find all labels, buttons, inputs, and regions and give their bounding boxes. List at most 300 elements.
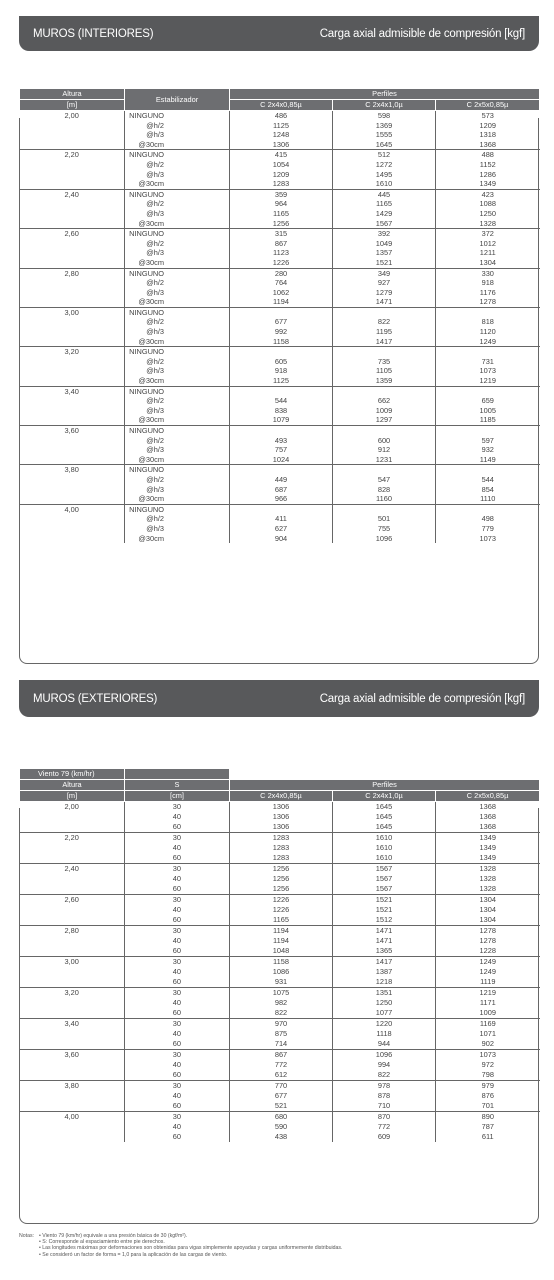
table-cell xyxy=(20,179,125,189)
table-cell: 521 xyxy=(230,1101,333,1112)
table-cell: 2,00 xyxy=(20,111,125,121)
table-cell: 1249 xyxy=(479,967,496,976)
table-row xyxy=(20,475,540,485)
table-cell: 912 xyxy=(333,445,436,455)
table-cell: 714 xyxy=(230,1039,333,1050)
table-cell: @h/3 xyxy=(125,248,230,258)
table-cell: @h/3 xyxy=(125,406,230,416)
table-cell: 3,60 xyxy=(20,426,125,436)
table-cell: 1256 xyxy=(230,874,333,884)
table-cell: 40 xyxy=(125,843,230,853)
table-row xyxy=(20,1101,540,1112)
table-cell: 838 xyxy=(230,406,333,416)
table-cell: @h/2 xyxy=(125,239,230,249)
table-row xyxy=(20,121,540,131)
table-row xyxy=(20,445,540,455)
table-cell: 1226 xyxy=(230,895,333,906)
table-row xyxy=(20,1091,540,1101)
table-cell: 359 xyxy=(230,189,333,199)
table-cell: 1283 xyxy=(230,843,333,853)
table-cell: 1062 xyxy=(230,288,333,298)
table-cell: 411 xyxy=(230,514,333,524)
table-cell: @h/2 xyxy=(125,357,230,367)
table-row xyxy=(20,1132,540,1142)
table-cell: 600 xyxy=(333,436,436,446)
table-row xyxy=(20,967,540,977)
header-altura: Altura xyxy=(20,89,125,100)
table-cell: NINGUNO xyxy=(125,347,230,357)
table-cell xyxy=(20,327,125,337)
header-perfil-2: C 2x4x1,0µ xyxy=(333,791,436,802)
table-cell: 40 xyxy=(125,1091,230,1101)
table-cell: 609 xyxy=(333,1132,436,1142)
table-row xyxy=(20,278,540,288)
section-banner-interiores xyxy=(19,16,539,51)
table-cell xyxy=(20,843,125,853)
table-cell: 3,00 xyxy=(20,957,125,968)
table-cell: 60 xyxy=(125,822,230,833)
table-row xyxy=(20,833,540,844)
table-row xyxy=(20,229,540,239)
table-cell xyxy=(20,1122,125,1132)
table-cell: 1211 xyxy=(479,248,496,258)
table-cell xyxy=(20,121,125,131)
table-cell: NINGUNO xyxy=(125,426,230,436)
table-cell: 590 xyxy=(230,1122,333,1132)
table-cell: 1165 xyxy=(230,915,333,926)
table-cell: 40 xyxy=(125,812,230,822)
table-cell: 1096 xyxy=(333,534,436,544)
table-cell: 662 xyxy=(333,396,436,406)
table-cell: 415 xyxy=(230,150,333,160)
table-row xyxy=(20,936,540,946)
table-cell: 3,00 xyxy=(20,307,125,317)
table-row xyxy=(20,998,540,1008)
note-item: • Viento 79 (km/hr) equivale a una presión básica de 30 (kgf/m²). xyxy=(39,1233,188,1239)
table-cell: 867 xyxy=(230,1050,333,1061)
table-cell: 1304 xyxy=(436,915,540,926)
table-cell: 3,80 xyxy=(20,1081,125,1092)
table-cell: 1226 xyxy=(230,905,333,915)
table-cell xyxy=(20,406,125,416)
table-row xyxy=(20,1122,540,1132)
table-cell: NINGUNO xyxy=(125,150,230,160)
header-perfil-1: C 2x4x0,85µ xyxy=(230,100,333,111)
table-cell: 445 xyxy=(333,189,436,199)
table-cell: 1248 xyxy=(230,130,333,140)
table-cell: @h/2 xyxy=(125,317,230,327)
table-row xyxy=(20,864,540,875)
table-cell xyxy=(20,1060,125,1070)
table-row xyxy=(20,915,540,926)
table-cell: 1120 xyxy=(479,327,496,337)
table-cell: NINGUNO xyxy=(125,111,230,121)
header-blank-top xyxy=(230,769,540,780)
table-cell: NINGUNO xyxy=(125,229,230,239)
table-cell: 60 xyxy=(125,1101,230,1112)
table-cell: 1512 xyxy=(333,915,436,926)
table-cell: 1349 xyxy=(436,853,540,864)
table-cell: 1567 xyxy=(333,864,436,875)
table-cell: 1645 xyxy=(333,802,436,813)
table-cell: 1194 xyxy=(230,926,333,937)
table-cell: 677 xyxy=(230,1091,333,1101)
table-cell: 902 xyxy=(436,1039,540,1050)
table-cell: 40 xyxy=(125,967,230,977)
table-cell: 1158 xyxy=(230,337,333,347)
table-cell: 1054 xyxy=(230,160,333,170)
table-cell: 966 xyxy=(230,494,333,504)
table-cell: 60 xyxy=(125,915,230,926)
table-cell: 1073 xyxy=(479,1050,496,1059)
table-cell: 1185 xyxy=(436,415,540,425)
table-cell: 1471 xyxy=(333,936,436,946)
table-row xyxy=(20,248,540,258)
header-s: S xyxy=(125,780,230,791)
header-s-unit: [cm] xyxy=(125,791,230,802)
table-cell: 1218 xyxy=(333,977,436,988)
table-cell: 1071 xyxy=(479,1029,496,1038)
table-cell: 1249 xyxy=(479,957,496,966)
table-cell xyxy=(230,504,333,514)
table-cell: 1125 xyxy=(230,376,333,386)
table-cell: 1119 xyxy=(436,977,540,988)
table-cell: 927 xyxy=(333,278,436,288)
table-cell: 710 xyxy=(333,1101,436,1112)
table-cell xyxy=(436,307,540,317)
table-cell: 764 xyxy=(230,278,333,288)
table-cell: 1105 xyxy=(333,366,436,376)
table-cell: @30cm xyxy=(125,258,230,268)
table-row xyxy=(20,843,540,853)
section-subtitle: Carga axial admisible de compresión [kgf] xyxy=(319,27,525,40)
table-cell xyxy=(20,936,125,946)
table-cell xyxy=(20,494,125,504)
table-cell: @h/2 xyxy=(125,199,230,209)
header-perfil-3: C 2x5x0,85µ xyxy=(436,100,540,111)
table-cell xyxy=(20,376,125,386)
table-row xyxy=(20,905,540,915)
table-cell: @30cm xyxy=(125,534,230,544)
table-cell: 573 xyxy=(481,111,494,120)
header-viento: Viento 79 (km/hr) xyxy=(20,769,125,780)
table-cell: 60 xyxy=(125,1070,230,1081)
table-cell xyxy=(20,874,125,884)
table-cell: 3,40 xyxy=(20,1019,125,1030)
table-row xyxy=(20,455,540,465)
table-cell: 1256 xyxy=(230,219,333,229)
table-cell xyxy=(20,967,125,977)
table-cell: 1171 xyxy=(479,998,496,1007)
table-row xyxy=(20,406,540,416)
table-cell: 1306 xyxy=(230,802,333,813)
table-cell: 1567 xyxy=(333,884,436,895)
table-cell: 597 xyxy=(481,435,494,445)
table-cell: 2,20 xyxy=(20,833,125,844)
table-cell: 918 xyxy=(481,278,494,288)
table-cell: 349 xyxy=(333,268,436,278)
table-cell: 1079 xyxy=(230,415,333,425)
table-row xyxy=(20,111,540,121)
table-cell: 890 xyxy=(481,1112,494,1121)
table-row xyxy=(20,485,540,495)
table-cell: 1567 xyxy=(333,219,436,229)
table-cell: 60 xyxy=(125,946,230,957)
table-cell xyxy=(436,426,540,436)
section-banner-exteriores xyxy=(19,680,539,717)
table-cell: 2,40 xyxy=(20,864,125,875)
table-row xyxy=(20,160,540,170)
table-cell: 486 xyxy=(230,111,333,121)
table-cell: 2,40 xyxy=(20,189,125,199)
table-row xyxy=(20,926,540,937)
table-cell: 1349 xyxy=(479,833,496,842)
table-cell: 680 xyxy=(230,1112,333,1123)
table-cell: 1125 xyxy=(230,121,333,131)
table-cell: 1306 xyxy=(230,140,333,150)
table-cell: 40 xyxy=(125,998,230,1008)
table-row xyxy=(20,130,540,140)
table-cell: 488 xyxy=(481,150,494,160)
table-cell: 1369 xyxy=(333,121,436,131)
table-cell: 1075 xyxy=(230,988,333,999)
table-cell: @30cm xyxy=(125,219,230,229)
table-cell: 1096 xyxy=(333,1050,436,1061)
table-cell xyxy=(333,504,436,514)
table-cell: 659 xyxy=(481,396,494,406)
table-cell xyxy=(20,977,125,988)
table-cell: 982 xyxy=(230,998,333,1008)
table-cell: 3,40 xyxy=(20,386,125,396)
table-row xyxy=(20,822,540,833)
table-cell: 755 xyxy=(333,524,436,534)
table-cell xyxy=(20,485,125,495)
table-cell: 1005 xyxy=(479,405,496,415)
table-cell: @30cm xyxy=(125,376,230,386)
table-cell xyxy=(333,307,436,317)
table-row xyxy=(20,812,540,822)
table-cell: @h/2 xyxy=(125,436,230,446)
table-cell: @30cm xyxy=(125,140,230,150)
table-cell: 330 xyxy=(481,268,494,278)
table-cell: 598 xyxy=(333,111,436,121)
note-item: • Las longitudes máximas por deformaciones son obtenidas para vigas simplemente apoyadas y cargas uniformemente distribuidas. xyxy=(39,1245,343,1252)
table-cell xyxy=(20,1132,125,1142)
table-cell: 970 xyxy=(230,1019,333,1030)
table-cell: 1368 xyxy=(479,802,496,811)
table-cell: 1521 xyxy=(333,895,436,906)
table-cell: 1279 xyxy=(333,288,436,298)
table-cell xyxy=(20,170,125,180)
table-cell xyxy=(20,445,125,455)
table-cell: 30 xyxy=(125,988,230,999)
table-cell: 918 xyxy=(230,366,333,376)
table-cell xyxy=(20,140,125,150)
table-cell: @h/2 xyxy=(125,278,230,288)
table-row xyxy=(20,317,540,327)
table-cell: NINGUNO xyxy=(125,465,230,475)
table-cell: 30 xyxy=(125,864,230,875)
table-cell xyxy=(20,415,125,425)
table-cell: 1012 xyxy=(479,238,496,248)
table-cell: 1009 xyxy=(436,1008,540,1019)
table-row xyxy=(20,895,540,906)
table-cell xyxy=(20,1091,125,1101)
table-cell xyxy=(20,514,125,524)
table-cell: @30cm xyxy=(125,494,230,504)
table-cell: 1256 xyxy=(230,884,333,895)
table-cell: 876 xyxy=(481,1091,494,1100)
table-row xyxy=(20,386,540,396)
table-cell: @h/2 xyxy=(125,121,230,131)
table-cell xyxy=(20,248,125,258)
table-cell: 1471 xyxy=(333,297,436,307)
table-cell: 2,20 xyxy=(20,150,125,160)
table-cell: 1278 xyxy=(479,926,496,935)
table-cell: 1328 xyxy=(436,219,540,229)
header-perfil-3: C 2x5x0,85µ xyxy=(436,791,540,802)
table-cell: @h/2 xyxy=(125,514,230,524)
table-cell: NINGUNO xyxy=(125,189,230,199)
table-row xyxy=(20,239,540,249)
table-cell: 60 xyxy=(125,1132,230,1142)
table-cell xyxy=(20,905,125,915)
table-cell: 1250 xyxy=(479,208,496,218)
table-cell: 1417 xyxy=(333,957,436,968)
table-cell: 30 xyxy=(125,926,230,937)
table-cell xyxy=(20,160,125,170)
table-cell: 2,60 xyxy=(20,895,125,906)
table-cell: 1118 xyxy=(333,1029,436,1039)
table-cell: 1160 xyxy=(333,494,436,504)
table-cell: 280 xyxy=(230,268,333,278)
table-cell: 798 xyxy=(436,1070,540,1081)
table-row xyxy=(20,436,540,446)
table-row xyxy=(20,1039,540,1050)
table-cell: NINGUNO xyxy=(125,386,230,396)
table-cell: 372 xyxy=(481,229,494,239)
table-cell: 1304 xyxy=(436,258,540,268)
table-cell: 2,00 xyxy=(20,802,125,813)
table-row xyxy=(20,524,540,534)
table-cell: 1610 xyxy=(333,853,436,864)
table-row xyxy=(20,337,540,347)
table-cell xyxy=(436,504,540,514)
table-cell xyxy=(20,946,125,957)
table-cell: @h/3 xyxy=(125,327,230,337)
table-cell: 60 xyxy=(125,1008,230,1019)
table-cell xyxy=(20,455,125,465)
table-cell xyxy=(230,347,333,357)
table-cell: 828 xyxy=(333,485,436,495)
notes-list xyxy=(39,1233,539,1258)
table-cell xyxy=(20,209,125,219)
table-cell: 1351 xyxy=(333,988,436,999)
table-cell: 932 xyxy=(481,445,494,455)
table-cell xyxy=(333,426,436,436)
table-row xyxy=(20,170,540,180)
table-cell: 1645 xyxy=(333,822,436,833)
table-cell: 1328 xyxy=(479,874,496,883)
table-cell: 40 xyxy=(125,936,230,946)
table-cell: 1417 xyxy=(333,337,436,347)
table-cell: 1286 xyxy=(479,169,496,179)
table-cell xyxy=(20,258,125,268)
table-cell: 772 xyxy=(333,1122,436,1132)
table-cell: 1610 xyxy=(333,179,436,189)
table-row xyxy=(20,199,540,209)
table-cell: 1555 xyxy=(333,130,436,140)
table-cell: 979 xyxy=(481,1081,494,1090)
table-cell: 40 xyxy=(125,1029,230,1039)
table-row xyxy=(20,1019,540,1030)
table-cell: 1219 xyxy=(479,988,496,997)
table-cell: 3,60 xyxy=(20,1050,125,1061)
section-title: MUROS (EXTERIORES) xyxy=(33,692,158,705)
table-cell xyxy=(20,130,125,140)
table-cell xyxy=(20,915,125,926)
table-cell: 1209 xyxy=(479,120,496,130)
table-row xyxy=(20,514,540,524)
table-cell: 1123 xyxy=(230,248,333,258)
section-subtitle: Carga axial admisible de compresión [kgf] xyxy=(319,692,525,705)
table-row xyxy=(20,376,540,386)
table-cell: 1250 xyxy=(333,998,436,1008)
table-cell: NINGUNO xyxy=(125,504,230,514)
table-cell: 1521 xyxy=(333,258,436,268)
table-row xyxy=(20,1060,540,1070)
header-perfil-1: C 2x4x0,85µ xyxy=(230,791,333,802)
table-cell: 40 xyxy=(125,1060,230,1070)
table-cell xyxy=(230,465,333,475)
table-cell: NINGUNO xyxy=(125,268,230,278)
table-cell: 1220 xyxy=(333,1019,436,1030)
table-cell: 1387 xyxy=(333,967,436,977)
table-cell: 822 xyxy=(333,1070,436,1081)
table-cell xyxy=(20,219,125,229)
table-cell: 1073 xyxy=(479,533,496,543)
table-cell: @30cm xyxy=(125,179,230,189)
table-cell xyxy=(333,347,436,357)
table-row xyxy=(20,415,540,425)
table-cell: 687 xyxy=(230,485,333,495)
table-cell xyxy=(20,884,125,895)
table-cell: 611 xyxy=(481,1132,494,1141)
table-cell xyxy=(436,386,540,396)
table-cell: 544 xyxy=(230,396,333,406)
table-row xyxy=(20,465,540,475)
table-cell: 1272 xyxy=(333,160,436,170)
table-cell xyxy=(20,297,125,307)
table-cell: 1169 xyxy=(479,1019,496,1028)
table-cell: 878 xyxy=(333,1091,436,1101)
table-cell: 735 xyxy=(333,357,436,367)
table-cell: 1209 xyxy=(230,170,333,180)
table-cell: NINGUNO xyxy=(125,307,230,317)
table-cell xyxy=(20,534,125,544)
table-cell: 60 xyxy=(125,977,230,988)
table-cell: 4,00 xyxy=(20,1112,125,1123)
table-row xyxy=(20,288,540,298)
table-cell: 30 xyxy=(125,1112,230,1123)
table-cell: 1152 xyxy=(479,159,496,169)
table-cell: 40 xyxy=(125,905,230,915)
table-cell: @h/3 xyxy=(125,130,230,140)
table-cell: 1645 xyxy=(333,812,436,822)
table-cell: 60 xyxy=(125,884,230,895)
table-cell xyxy=(20,822,125,833)
table-row xyxy=(20,396,540,406)
